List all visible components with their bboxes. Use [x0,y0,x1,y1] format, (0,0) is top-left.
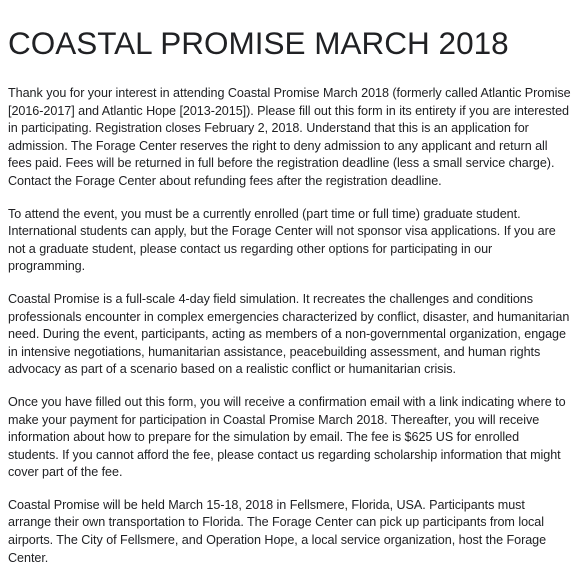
simulation-description-paragraph: Coastal Promise is a full-scale 4-day field simulation. It recreates the challenges and conditions professionals encounter in complex emergencies characterized by conflict, disaster, and humanitarian need. During the event, participants, acting as members of a non-governmental organization, engage in intensive negotiations, humanitarian assistance, peacebuilding assessment, and human rights advocacy as part of a scenario based on a realistic conflict or humanitarian crisis. [8,291,570,377]
form-title: COASTAL PROMISE MARCH 2018 [8,25,509,61]
payment-paragraph: Once you have filled out this form, you will receive a confirmation email with a link indicating where to make your payment for participation in Coastal Promise March 2018. Thereafter, you will receive information about how to prepare for the simulation by email. The fee is $625 US for enrolled students. If you cannot afford the fee, please contact us regarding scholarship information that might cover part of the fee. [8,394,566,480]
location-paragraph: Coastal Promise will be held March 15-18, 2018 in Fellsmere, Florida, USA. Participants must arrange their own transportation to Florida. The Forage Center can pick up participants from local airports. The City of Fellsmere, and Operation Hope, a local service organization, host the Forage Center. [8,497,547,565]
intro-paragraph: Thank you for your interest in attending Coastal Promise March 2018 (formerly called Atlantic Promise [2016-2017] and Atlantic Hope [2013-2015]). Please fill out this form in its entirety if you are interested in participating. Registration closes February 2, 2018. Understand that this is an application for admission. The Forage Center reserves the right to deny admission to any applicant and return all fees paid. Fees will be returned in full before the registration deadline (less a small service charge). Contact the Forage Center about refunding fees after the registration deadline. [8,86,571,188]
eligibility-paragraph: To attend the event, you must be a currently enrolled (part time or full time) graduate student. International students can apply, but the Forage Center will not sponsor visa applications. If you are not a graduate student, please contact us regarding other options for participating in our programming. [8,206,556,274]
form-page [8,0,571,567]
